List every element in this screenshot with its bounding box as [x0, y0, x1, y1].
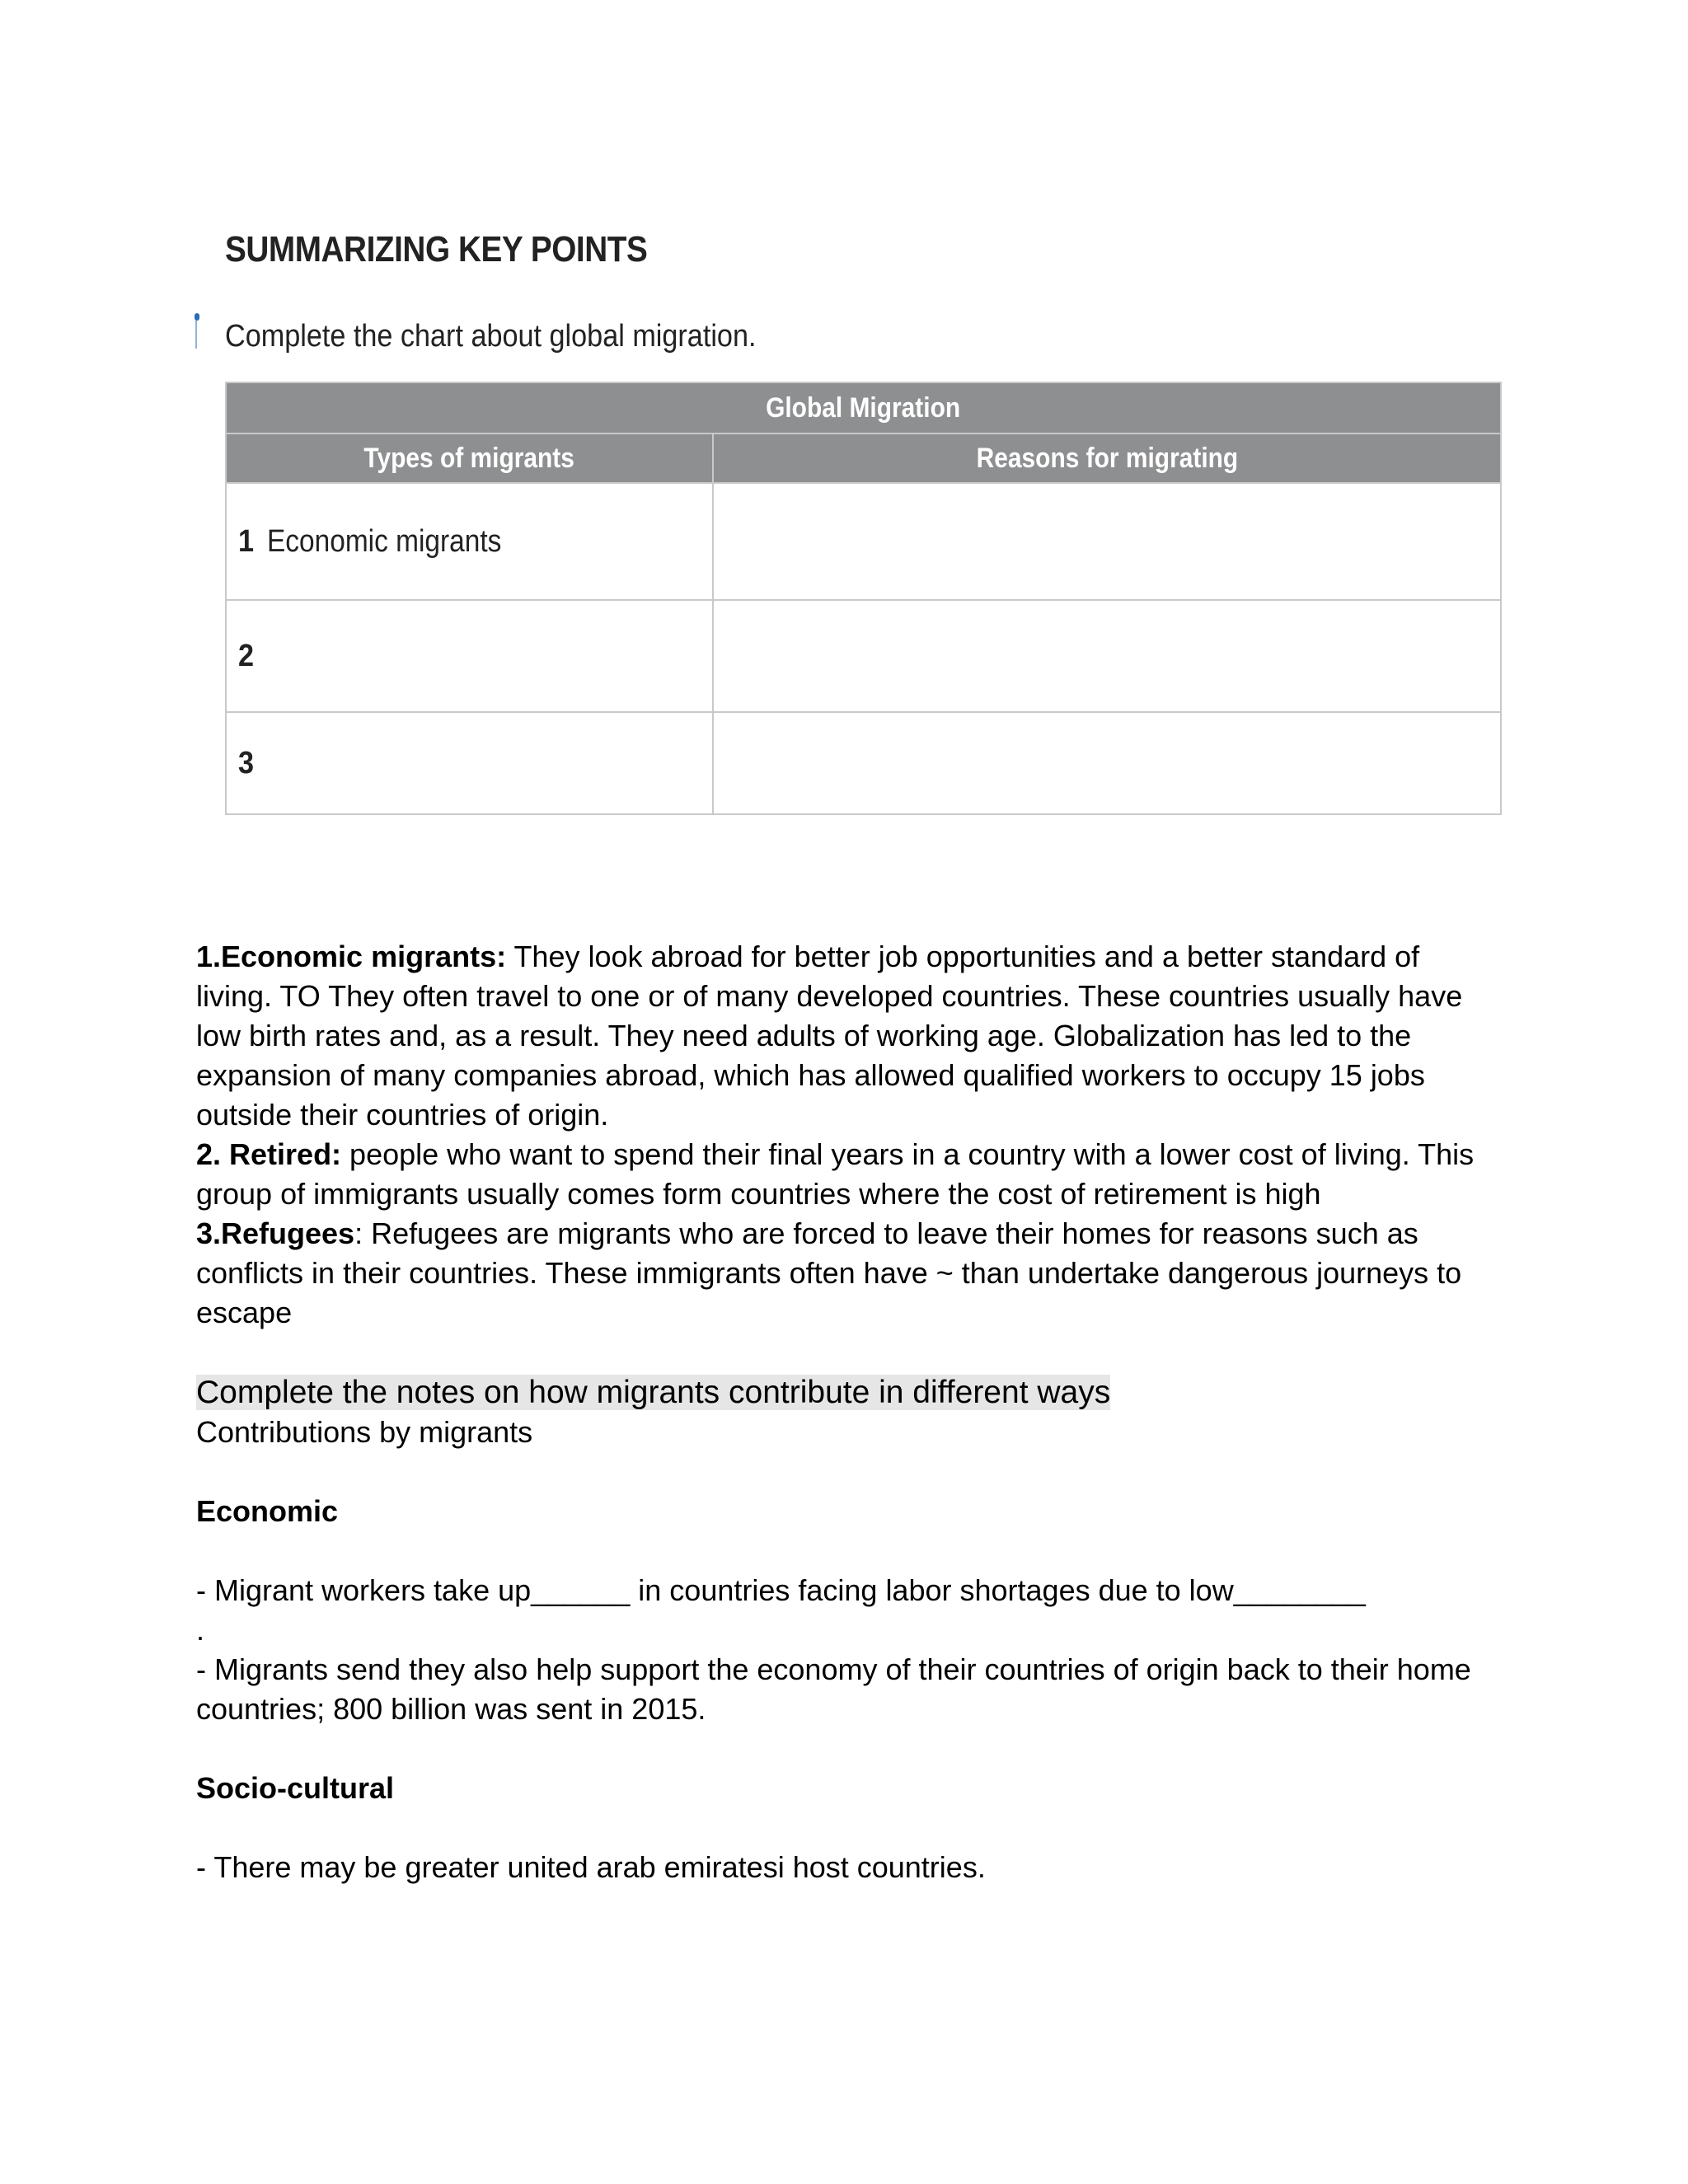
- reason-cell[interactable]: [713, 600, 1501, 712]
- contributions-prompt: Complete the notes on how migrants contribute in different ways: [196, 1375, 1111, 1410]
- economic-dot: .: [196, 1613, 205, 1647]
- retired-label: 2. Retired:: [196, 1137, 342, 1171]
- migrant-notes: [196, 937, 1498, 1333]
- economic-note: [196, 937, 1498, 1135]
- retired-note: [196, 1135, 1498, 1214]
- type-cell: [226, 712, 713, 814]
- economic-heading: Economic: [196, 1494, 339, 1528]
- chart-instruction: Complete the chart about global migration.: [225, 319, 757, 354]
- table-title: Global Migration: [226, 382, 1501, 434]
- table-row: [226, 712, 1501, 814]
- economic-line-1: - Migrant workers take up______ in countries facing labor shortages due to low________: [196, 1573, 1366, 1607]
- economic-line-2: - Migrants send they also help support the economy of their countries of origin back to their home countries; 800 billion was sent in 2015.: [196, 1652, 1471, 1726]
- pin-marker-icon: [195, 313, 199, 349]
- column-header-types: Types of migrants: [226, 434, 713, 483]
- type-cell: [226, 483, 713, 600]
- migrant-type: Economic migrants: [267, 523, 502, 559]
- row-number: 1: [238, 523, 255, 559]
- table-row: [226, 600, 1501, 712]
- row-number: 2: [238, 638, 255, 673]
- contributions-section: [196, 1373, 1498, 1887]
- reason-cell[interactable]: [713, 483, 1501, 600]
- socio-cultural-line-1: - There may be greater united arab emiratesi host countries.: [196, 1850, 986, 1884]
- global-migration-table: [225, 382, 1502, 815]
- refugees-label: 3.Refugees: [196, 1216, 355, 1250]
- section-heading: SUMMARIZING KEY POINTS: [225, 229, 648, 269]
- table-row: [226, 483, 1501, 600]
- retired-text: people who want to spend their final years in a country with a lower cost of living. This group of immigrants usually comes form countries where the cost of retirement is high: [196, 1137, 1475, 1211]
- column-header-reasons: Reasons for migrating: [713, 434, 1501, 483]
- economic-label: 1.Economic migrants:: [196, 940, 507, 973]
- type-cell: [226, 600, 713, 712]
- economic-text: They look abroad for better job opportunities and a better standard of living. TO They often travel to one or of many developed countries. These countries usually have low birth rates and, as a result. They need adults of working age. Globalization has led to the expansion of many companies abroad, which has allowed qualified workers to occupy 15 jobs outside their countries of origin.: [196, 940, 1463, 1132]
- refugees-note: [196, 1214, 1498, 1333]
- reason-cell[interactable]: [713, 712, 1501, 814]
- refugees-text: : Refugees are migrants who are forced to leave their homes for reasons such as conflicts in their countries. These immigrants often have ~ than undertake dangerous journeys to escape: [196, 1216, 1462, 1329]
- socio-cultural-heading: Socio-cultural: [196, 1771, 395, 1805]
- row-number: 3: [238, 745, 255, 780]
- contributions-subtitle: Contributions by migrants: [196, 1415, 533, 1449]
